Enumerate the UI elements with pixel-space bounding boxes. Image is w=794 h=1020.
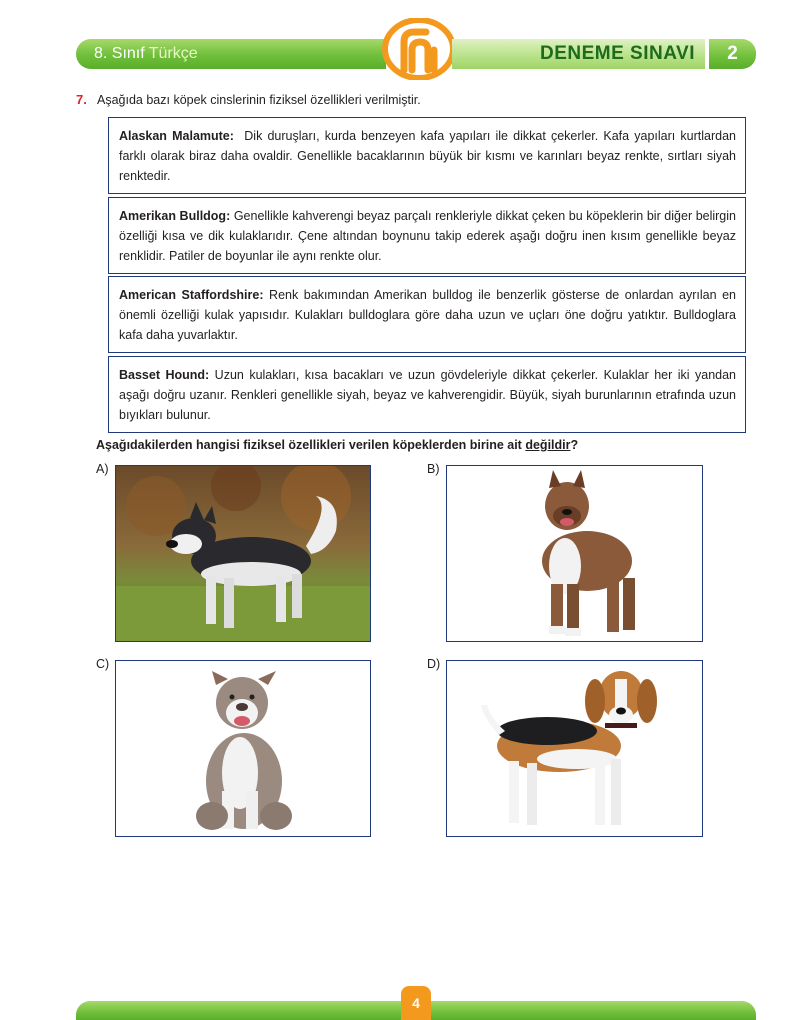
breed-description: Dik duruşları, kurda benzeyen kafa yapıları ile dikkat çekerler. Kafa yapıları kurtlardan farklı olarak biraz daha ovaldir. Genellikle bacaklarının büyük bir kısmı ve karınları beyaz renkte, sırtları siyah renktedir. xyxy=(119,129,737,183)
breed-name: Basset Hound: xyxy=(119,368,210,382)
option-c-label[interactable]: C) xyxy=(96,657,110,671)
publisher-logo-icon xyxy=(382,18,456,80)
beagle-dog-photo xyxy=(447,661,702,836)
question-prompt: Aşağıdakilerden hangisi fiziksel özellikleri verilen köpeklerden birine ait değildir? xyxy=(96,438,579,452)
subject-label: Türkçe xyxy=(148,45,198,62)
option-a-label[interactable]: A) xyxy=(96,462,109,476)
exam-title: DENEME SINAVI xyxy=(539,43,695,64)
option-d-label[interactable]: D) xyxy=(427,657,441,671)
emphasis-word: değildir xyxy=(525,438,571,452)
grade-label: 8. Sınıf Türkçe xyxy=(94,45,198,62)
header-left-band xyxy=(76,39,386,69)
option-a-image[interactable] xyxy=(115,465,371,642)
breed-box-basset xyxy=(108,356,746,433)
breed-description: Genellikle kahverengi beyaz parçalı renkleriyle dikkat çeken bu köpeklerin bir diğer belirgin özelliği kısa ve dik kulaklarıdır. Çene altından boynunu takip ederek aşağı doğru inen kısım genellikle beyaz renklidir. Patiler de boyunlar ile aynı renkte olur. xyxy=(119,209,736,263)
breed-name: Amerikan Bulldog: xyxy=(119,209,231,223)
option-c-image[interactable] xyxy=(115,660,371,837)
question-stem: Aşağıda bazı köpek cinslerinin fiziksel özellikleri verilmiştir. xyxy=(97,93,421,107)
option-b-label[interactable]: B) xyxy=(427,462,440,476)
breed-box-malamute xyxy=(108,117,746,194)
breed-description: Uzun kulakları, kısa bacakları ve uzun gövdeleriyle dikkat çekerler. Kulaklar her iki yandan aşağı doğru uzanır. Renkleri genellikle siyah, beyaz ve kahverengidir. Büyük, siyah burunlarının etrafında uzun bıyıkları bulunur. xyxy=(119,368,737,422)
option-d-image[interactable] xyxy=(446,660,703,837)
page-number: 4 xyxy=(401,986,431,1020)
breed-description: Renk bakımından Amerikan bulldog ile benzerlik gösterse de onlardan ayrılan en önemli özelliği kulak yapısıdır. Kulakları bulldoglara göre daha uzun ve uçları öne doğru yatıktır. Bulldoglara kafa daha yuvarlaktır. xyxy=(119,288,736,342)
option-b-image[interactable] xyxy=(446,465,703,642)
breed-box-bulldog xyxy=(108,197,746,274)
exam-number: 2 xyxy=(727,43,738,64)
header-right-band xyxy=(452,39,705,69)
question-number: 7. xyxy=(76,92,87,107)
brown-staffordshire-dog-photo xyxy=(447,466,702,641)
breed-box-staffordshire xyxy=(108,276,746,353)
breed-name: American Staffordshire: xyxy=(119,288,264,302)
breed-name: Alaskan Malamute: xyxy=(119,129,234,143)
exam-number-badge xyxy=(709,39,756,69)
husky-dog-photo xyxy=(116,466,370,641)
sitting-staffordshire-dog-photo xyxy=(116,661,370,836)
